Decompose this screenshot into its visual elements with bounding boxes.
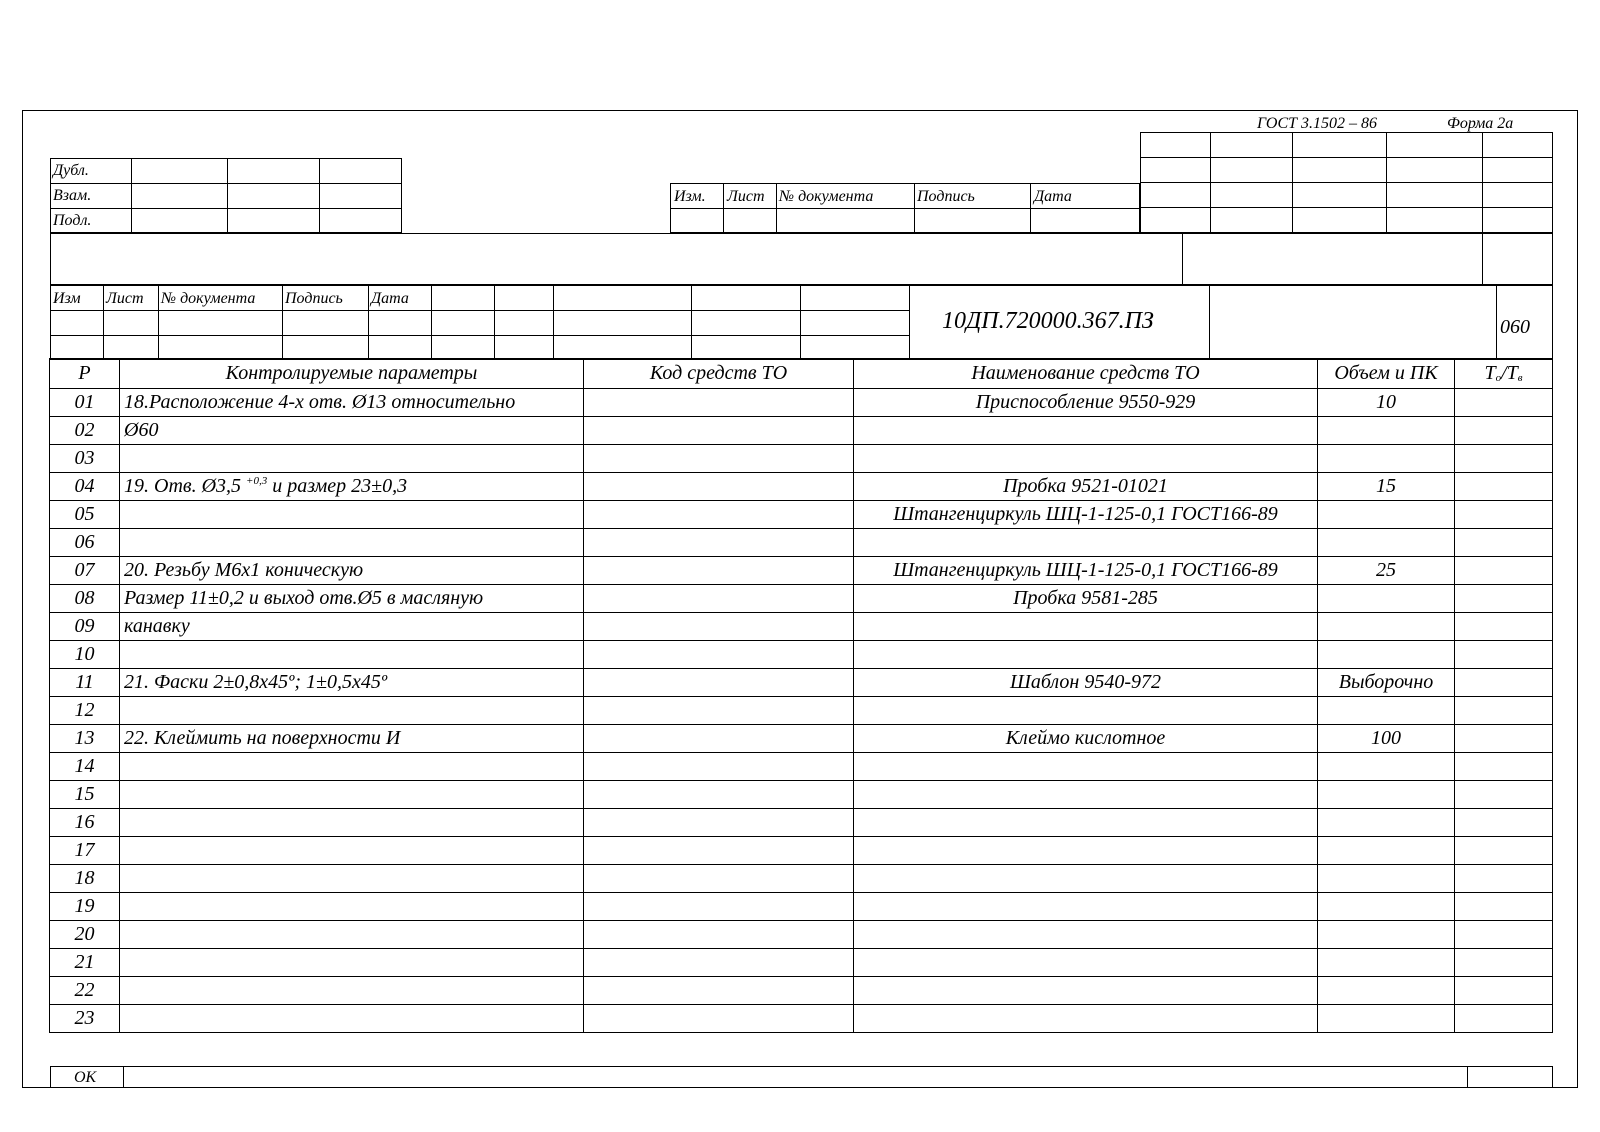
row-number: 03 [50,445,120,473]
row-parameter [120,753,584,781]
row-time [1455,837,1553,865]
row-code [584,585,854,613]
row-tool-name [854,977,1318,1005]
table-row [50,473,1553,501]
row-number: 08 [50,585,120,613]
row-volume: 10 [1318,389,1455,417]
row-volume [1318,1005,1455,1033]
row-volume: Выборочно [1318,669,1455,697]
row-code [584,837,854,865]
row-parameter [120,781,584,809]
list-label-mid: Лист [106,290,144,307]
row-volume [1318,529,1455,557]
table-header-row [50,359,1553,389]
row-parameter [120,1005,584,1033]
row-number: 12 [50,697,120,725]
row-code [584,949,854,977]
row-code [584,865,854,893]
row-code [584,417,854,445]
row-parameter: 19. Отв. Ø3,5 $^{+0,3}$ и размер 23±0,3 [120,473,584,501]
row-tool-name [854,641,1318,669]
row-code [584,473,854,501]
row-volume [1318,977,1455,1005]
row-number: 05 [50,501,120,529]
table-row [50,865,1553,893]
table-row [50,753,1553,781]
row-time [1455,529,1553,557]
sheet-number: 060 [1500,316,1530,338]
header-code: Код средств ТО [584,359,854,389]
table-row [50,1005,1553,1033]
sign-label-top: Подпись [917,188,975,205]
row-parameter [120,977,584,1005]
row-volume [1318,781,1455,809]
form-number-label: Форма 2а [1447,115,1514,132]
row-tool-name [854,417,1318,445]
row-time [1455,697,1553,725]
row-code [584,921,854,949]
row-volume [1318,641,1455,669]
row-code [584,893,854,921]
row-volume [1318,809,1455,837]
table-row [50,389,1553,417]
row-number: 18 [50,865,120,893]
row-number: 21 [50,949,120,977]
row-code [584,501,854,529]
row-time [1455,921,1553,949]
table-row [50,809,1553,837]
row-tool-name: Пробка 9581-285 [854,585,1318,613]
header-time: $Т_о/Т_в$ [1455,359,1553,389]
table-row [50,445,1553,473]
row-tool-name [854,921,1318,949]
row-volume: 100 [1318,725,1455,753]
date-label-top: Дата [1034,188,1072,205]
row-number: 02 [50,417,120,445]
row-parameter: канавку [120,613,584,641]
row-number: 07 [50,557,120,585]
row-tool-name: Приспособление 9550-929 [854,389,1318,417]
row-code [584,1005,854,1033]
row-number: 14 [50,753,120,781]
row-number: 23 [50,1005,120,1033]
table-row [50,837,1553,865]
table-row [50,501,1553,529]
row-parameter [120,921,584,949]
doc-label-mid: № документа [161,290,256,307]
row-time [1455,417,1553,445]
row-number: 17 [50,837,120,865]
row-parameter: 21. Фаски 2±0,8х45º; 1±0,5х45º [120,669,584,697]
row-volume [1318,585,1455,613]
doc-label-top: № документа [779,188,874,205]
row-number: 01 [50,389,120,417]
row-tool-name [854,949,1318,977]
table-row [50,529,1553,557]
row-code [584,809,854,837]
row-time [1455,557,1553,585]
table-row [50,641,1553,669]
izm-label-mid: Изм [53,290,81,307]
row-tool-name [854,865,1318,893]
row-parameter [120,697,584,725]
table-row [50,977,1553,1005]
row-number: 11 [50,669,120,697]
row-code [584,725,854,753]
row-code [584,977,854,1005]
row-tool-name [854,445,1318,473]
table-row [50,921,1553,949]
row-number: 15 [50,781,120,809]
row-time [1455,501,1553,529]
row-code [584,557,854,585]
row-code [584,669,854,697]
date-label-mid: Дата [371,290,409,307]
row-parameter: Ø60 [120,417,584,445]
row-parameter [120,445,584,473]
izm-label-top: Изм. [674,188,706,205]
row-code [584,753,854,781]
row-time [1455,1005,1553,1033]
row-code [584,529,854,557]
row-tool-name [854,697,1318,725]
sign-label-mid: Подпись [285,290,343,307]
table-row [50,557,1553,585]
podl-label: Подл. [53,212,92,229]
row-volume [1318,417,1455,445]
document-code: 10ДП.720000.367.ПЗ [942,308,1154,334]
row-parameter [120,837,584,865]
row-parameter [120,641,584,669]
row-time [1455,809,1553,837]
row-parameter: 20. Резьбу М6х1 коническую [120,557,584,585]
table-row [50,585,1553,613]
row-time [1455,949,1553,977]
row-parameter: 18.Расположение 4-х отв. Ø13 относительно [120,389,584,417]
row-parameter: 22. Клеймить на поверхности И [120,725,584,753]
row-number: 06 [50,529,120,557]
ok-label: ОК [74,1069,97,1086]
row-time [1455,389,1553,417]
row-code [584,389,854,417]
row-volume [1318,837,1455,865]
row-tool-name: Шаблон 9540-972 [854,669,1318,697]
list-label-top: Лист [727,188,765,205]
row-tool-name [854,1005,1318,1033]
row-tool-name: Штангенциркуль ШЦ-1-125-0,1 ГОСТ166-89 [854,557,1318,585]
row-code [584,781,854,809]
row-volume [1318,893,1455,921]
row-code [584,445,854,473]
row-tool-name [854,613,1318,641]
header-volume: Объем и ПК [1318,359,1455,389]
row-parameter [120,893,584,921]
row-tool-name [854,893,1318,921]
row-volume [1318,753,1455,781]
row-time [1455,445,1553,473]
table-row [50,669,1553,697]
row-time [1455,753,1553,781]
row-time [1455,781,1553,809]
row-volume [1318,921,1455,949]
row-number: 13 [50,725,120,753]
header-p: Р [50,359,120,389]
row-time [1455,725,1553,753]
row-time [1455,865,1553,893]
row-tool-name [854,837,1318,865]
table-row [50,949,1553,977]
row-volume: 15 [1318,473,1455,501]
row-parameter [120,865,584,893]
row-time [1455,613,1553,641]
row-parameter [120,949,584,977]
row-parameter: Размер 11±0,2 и выход отв.Ø5 в масляную [120,585,584,613]
table-row [50,781,1553,809]
table-row [50,417,1553,445]
row-volume [1318,865,1455,893]
row-time [1455,893,1553,921]
row-time [1455,669,1553,697]
row-number: 10 [50,641,120,669]
table-row [50,893,1553,921]
row-volume [1318,613,1455,641]
row-code [584,641,854,669]
row-code [584,613,854,641]
header-params: Контролируемые параметры [120,359,584,389]
row-code [584,697,854,725]
header-name: Наименование средств ТО [854,359,1318,389]
row-tool-name [854,529,1318,557]
row-number: 22 [50,977,120,1005]
row-tool-name [854,753,1318,781]
row-tool-name: Пробка 9521-01021 [854,473,1318,501]
row-tool-name: Клеймо кислотное [854,725,1318,753]
row-time [1455,641,1553,669]
row-parameter [120,501,584,529]
row-time [1455,473,1553,501]
row-parameter [120,529,584,557]
row-number: 19 [50,893,120,921]
row-tool-name [854,781,1318,809]
control-parameters-table [49,358,1553,1033]
row-volume [1318,949,1455,977]
row-number: 16 [50,809,120,837]
dubl-label: Дубл. [53,162,89,179]
row-volume [1318,445,1455,473]
row-tool-name: Штангенциркуль ШЦ-1-125-0,1 ГОСТ166-89 [854,501,1318,529]
row-volume: 25 [1318,557,1455,585]
vzam-label: Взам. [53,187,92,204]
row-number: 20 [50,921,120,949]
row-time [1455,977,1553,1005]
row-time [1455,585,1553,613]
row-parameter [120,809,584,837]
table-row [50,613,1553,641]
row-volume [1318,697,1455,725]
row-tool-name [854,809,1318,837]
row-number: 04 [50,473,120,501]
row-volume [1318,501,1455,529]
gost-standard-label: ГОСТ 3.1502 – 86 [1257,115,1378,132]
table-row [50,697,1553,725]
row-number: 09 [50,613,120,641]
table-row [50,725,1553,753]
